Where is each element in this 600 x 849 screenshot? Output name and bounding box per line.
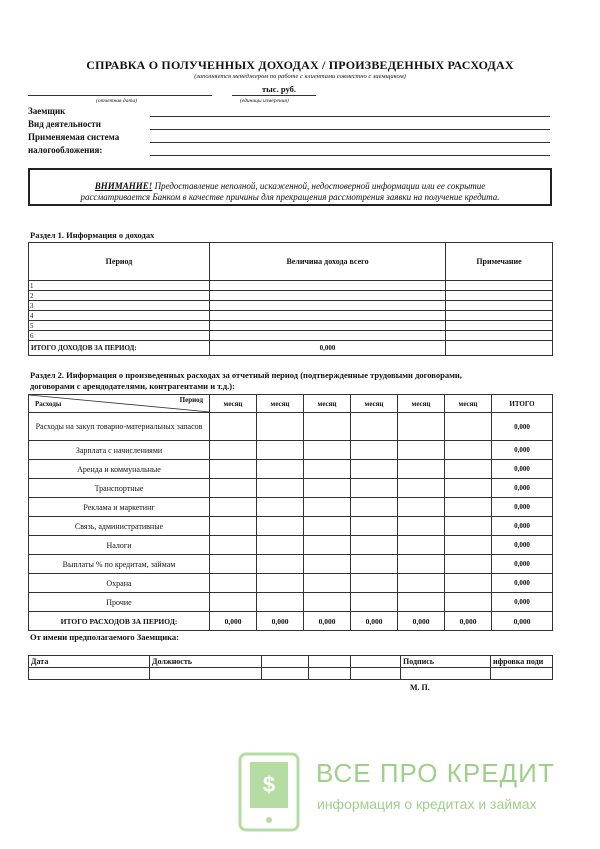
income-total-note — [446, 341, 553, 356]
warning-line-1: Предоставление неполной, искаженной, недостоверной информации или ее сокрытие — [152, 181, 486, 191]
income-row — [29, 311, 553, 321]
tax-system-field-2[interactable] — [150, 155, 550, 156]
expense-row-total: 0,000 — [492, 574, 553, 593]
units-value: тыс. руб. — [262, 84, 296, 94]
expense-month-cell[interactable] — [445, 413, 492, 441]
expense-row-total: 0,000 — [492, 479, 553, 498]
signature-col-signature: Подпись — [401, 656, 491, 668]
income-col-amount: Величина дохода всего — [210, 243, 446, 281]
expense-category-label: Аренда и коммунальные — [29, 460, 210, 479]
expense-month-cell[interactable] — [398, 498, 445, 517]
report-date-line — [28, 95, 212, 96]
signature-col-date: Дата — [29, 656, 150, 668]
expense-month-cell[interactable] — [257, 536, 304, 555]
expense-month-cell[interactable] — [398, 460, 445, 479]
income-row — [29, 321, 553, 331]
expense-month-cell[interactable] — [210, 498, 257, 517]
expense-category-label: Связь, административные — [29, 517, 210, 536]
expense-month-cell[interactable] — [210, 593, 257, 612]
expense-month-cell[interactable] — [210, 555, 257, 574]
note-cell[interactable] — [446, 281, 553, 291]
expense-row-total: 0,000 — [492, 517, 553, 536]
income-cell[interactable] — [210, 281, 446, 291]
expenses-total-value: 0,000 — [492, 612, 553, 631]
expense-row — [29, 555, 553, 574]
income-col-period: Период — [29, 243, 210, 281]
expense-category-label: Прочие — [29, 593, 210, 612]
expense-month-cell[interactable] — [445, 574, 492, 593]
expense-month-cell[interactable] — [398, 413, 445, 441]
expense-month-cell[interactable] — [398, 593, 445, 612]
page-title: СПРАВКА О ПОЛУЧЕННЫХ ДОХОДАХ / ПРОИЗВЕДЕННЫХ РАСХОДАХ — [86, 58, 514, 72]
income-row-number: 3 — [29, 301, 210, 311]
expense-month-cell[interactable] — [257, 574, 304, 593]
borrower-label: Заемщик — [28, 106, 66, 116]
income-row — [29, 331, 553, 341]
expense-month-cell[interactable] — [304, 441, 351, 460]
income-cell[interactable] — [210, 301, 446, 311]
units-line — [232, 95, 316, 96]
signature-cell[interactable] — [351, 668, 401, 680]
expense-month-cell[interactable] — [351, 479, 398, 498]
expense-category-label: Охрана — [29, 574, 210, 593]
expense-month-cell[interactable] — [304, 498, 351, 517]
expense-month-cell[interactable] — [445, 555, 492, 574]
expense-month-cell[interactable] — [304, 574, 351, 593]
expense-month-cell[interactable] — [210, 536, 257, 555]
watermark-brand: ВСЕ ПРО КРЕДИТ — [316, 758, 555, 788]
borrower-field[interactable] — [150, 116, 550, 117]
expense-month-cell[interactable] — [351, 555, 398, 574]
signature-entry-row — [29, 668, 553, 680]
section1-title: Раздел 1. Информация о доходах — [30, 230, 155, 240]
expenses-total-value: 0,000 — [398, 612, 445, 631]
income-cell[interactable] — [210, 321, 446, 331]
expense-category-label: Транспортные — [29, 479, 210, 498]
expense-row-total: 0,000 — [492, 593, 553, 612]
expense-month-cell[interactable] — [445, 479, 492, 498]
expense-row-total: 0,000 — [492, 413, 553, 441]
note-cell[interactable] — [446, 331, 553, 341]
expense-month-cell[interactable] — [257, 460, 304, 479]
income-total-label: ИТОГО ДОХОДОВ ЗА ПЕРИОД: — [29, 341, 210, 356]
expense-month-cell[interactable] — [351, 460, 398, 479]
page-subtitle: (заполняется менеджером по работе с клиентами совместно с заемщиком) — [194, 73, 406, 80]
expense-category-label: Выплаты % по кредитам, займам — [29, 555, 210, 574]
income-col-note: Примечание — [446, 243, 553, 281]
expense-month-cell[interactable] — [351, 593, 398, 612]
stamp-placeholder: М. П. — [410, 683, 430, 692]
corner-period-label: Период — [179, 396, 203, 404]
expense-rows — [29, 413, 553, 612]
expense-month-cell[interactable] — [351, 517, 398, 536]
expense-row — [29, 479, 553, 498]
income-row — [29, 291, 553, 301]
month-col-header: месяц — [398, 395, 445, 413]
expense-category-label: Налоги — [29, 536, 210, 555]
income-row-number: 4 — [29, 311, 210, 321]
income-table — [28, 242, 553, 356]
expenses-total-value: 0,000 — [257, 612, 304, 631]
expense-month-cell[interactable] — [304, 479, 351, 498]
expense-row — [29, 498, 553, 517]
income-cell[interactable] — [210, 311, 446, 321]
total-col-header: ИТОГО — [492, 395, 553, 413]
expense-row-total: 0,000 — [492, 460, 553, 479]
expense-month-cell[interactable] — [398, 479, 445, 498]
expenses-total-label: ИТОГО РАСХОДОВ ЗА ПЕРИОД: — [29, 612, 210, 631]
signature-decode-cell[interactable] — [491, 668, 553, 680]
signature-blank — [262, 656, 309, 668]
expense-month-cell[interactable] — [445, 460, 492, 479]
expense-month-cell[interactable] — [210, 413, 257, 441]
expense-month-cell[interactable] — [257, 479, 304, 498]
activity-field[interactable] — [150, 129, 550, 130]
tax-system-label-2: налогообложения: — [28, 145, 103, 155]
income-row-number: 2 — [29, 291, 210, 301]
signature-title: От имени предполагаемого Заемщика: — [30, 632, 179, 642]
signature-position-cell[interactable] — [150, 668, 262, 680]
watermark-logo-icon — [238, 752, 300, 832]
expense-month-cell[interactable] — [445, 498, 492, 517]
note-cell[interactable] — [446, 311, 553, 321]
report-date-caption: (отчетная дата) — [96, 98, 138, 104]
signature-cell[interactable] — [262, 668, 309, 680]
expense-category-label: Расходы на закуп товарно-материальных запасов — [29, 413, 210, 441]
signature-cell[interactable] — [309, 668, 351, 680]
expense-month-cell[interactable] — [351, 498, 398, 517]
expense-row — [29, 460, 553, 479]
expense-month-cell[interactable] — [445, 536, 492, 555]
signature-sign-cell[interactable] — [401, 668, 491, 680]
expense-row — [29, 593, 553, 612]
expense-category-label: Зарплата с начислениями — [29, 441, 210, 460]
income-cell[interactable] — [210, 291, 446, 301]
income-row-number: 5 — [29, 321, 210, 331]
income-row-number: 1 — [29, 281, 210, 291]
expense-month-cell[interactable] — [304, 413, 351, 441]
expense-month-cell[interactable] — [398, 555, 445, 574]
expense-month-cell[interactable] — [257, 593, 304, 612]
expense-month-cell[interactable] — [210, 441, 257, 460]
expense-month-cell[interactable] — [351, 574, 398, 593]
signature-col-position: Должность — [150, 656, 262, 668]
expense-month-cell[interactable] — [398, 536, 445, 555]
expense-month-cell[interactable] — [257, 413, 304, 441]
corner-expenses-label: Расходы — [35, 400, 62, 408]
tax-system-field[interactable] — [150, 142, 550, 143]
section2-title — [30, 370, 560, 392]
expense-row — [29, 574, 553, 593]
expense-month-cell[interactable] — [445, 593, 492, 612]
warning-line-2: рассматривается Банком в качестве причины для прекращения рассмотрения заявки на получение кредита. — [80, 192, 500, 202]
expense-row — [29, 441, 553, 460]
expenses-total-value: 0,000 — [351, 612, 398, 631]
income-row-number: 6 — [29, 331, 210, 341]
expense-month-cell[interactable] — [257, 517, 304, 536]
month-col-header: месяц — [210, 395, 257, 413]
svg-text:$: $ — [262, 772, 276, 797]
month-col-header: месяц — [257, 395, 304, 413]
month-col-header: месяц — [304, 395, 351, 413]
note-cell[interactable] — [446, 291, 553, 301]
expense-month-cell[interactable] — [257, 555, 304, 574]
note-cell[interactable] — [446, 301, 553, 311]
expense-month-cell[interactable] — [351, 536, 398, 555]
tax-system-label: Применяемая система — [28, 132, 120, 142]
income-row — [29, 301, 553, 311]
income-cell[interactable] — [210, 331, 446, 341]
expense-month-cell[interactable] — [210, 517, 257, 536]
income-row — [29, 281, 553, 291]
expense-month-cell[interactable] — [351, 413, 398, 441]
income-total-value: 0,000 — [210, 341, 446, 356]
signature-blank — [309, 656, 351, 668]
watermark-tagline: информация о кредитах и займах — [317, 796, 537, 812]
signature-date-cell[interactable] — [29, 668, 150, 680]
warning-box — [28, 168, 552, 206]
expense-month-cell[interactable] — [210, 460, 257, 479]
expense-month-cell[interactable] — [445, 441, 492, 460]
month-col-header: месяц — [351, 395, 398, 413]
expense-month-cell[interactable] — [304, 536, 351, 555]
expense-month-cell[interactable] — [304, 593, 351, 612]
section2-title-line-2: договорами с арендодателями, контрагентами и т.д.): — [30, 381, 235, 391]
expense-month-cell[interactable] — [210, 574, 257, 593]
expense-category-label: Реклама и маркетинг — [29, 498, 210, 517]
expense-month-cell[interactable] — [304, 460, 351, 479]
expense-row — [29, 413, 553, 441]
units-caption: (единицы измерения) — [240, 98, 289, 104]
expense-month-cell[interactable] — [257, 441, 304, 460]
activity-label: Вид деятельности — [28, 119, 101, 129]
expenses-table — [28, 394, 553, 631]
expense-month-cell[interactable] — [304, 555, 351, 574]
signature-col-decode: ифровка поди — [491, 656, 553, 668]
expenses-total-value: 0,000 — [304, 612, 351, 631]
expense-month-cell[interactable] — [257, 498, 304, 517]
note-cell[interactable] — [446, 321, 553, 331]
expenses-total-value: 0,000 — [210, 612, 257, 631]
signature-table — [28, 655, 553, 680]
expenses-corner-header — [29, 395, 210, 413]
expense-month-cell[interactable] — [398, 517, 445, 536]
expense-row-total: 0,000 — [492, 555, 553, 574]
warning-bold: ВНИМАНИЕ! — [94, 181, 153, 191]
expense-month-cell[interactable] — [398, 574, 445, 593]
expense-row-total: 0,000 — [492, 498, 553, 517]
expense-row-total: 0,000 — [492, 536, 553, 555]
expense-row — [29, 536, 553, 555]
expense-month-cell[interactable] — [398, 441, 445, 460]
expense-row-total: 0,000 — [492, 441, 553, 460]
expense-month-cell[interactable] — [304, 517, 351, 536]
expense-row — [29, 517, 553, 536]
expense-month-cell[interactable] — [210, 479, 257, 498]
signature-blank — [351, 656, 401, 668]
expenses-total-value: 0,000 — [445, 612, 492, 631]
month-col-header: месяц — [445, 395, 492, 413]
section2-title-line-1: Раздел 2. Информация о произведенных расходах за отчетный период (подтвержденные трудовыми договорами, — [30, 370, 462, 380]
expense-month-cell[interactable] — [351, 441, 398, 460]
expense-month-cell[interactable] — [445, 517, 492, 536]
